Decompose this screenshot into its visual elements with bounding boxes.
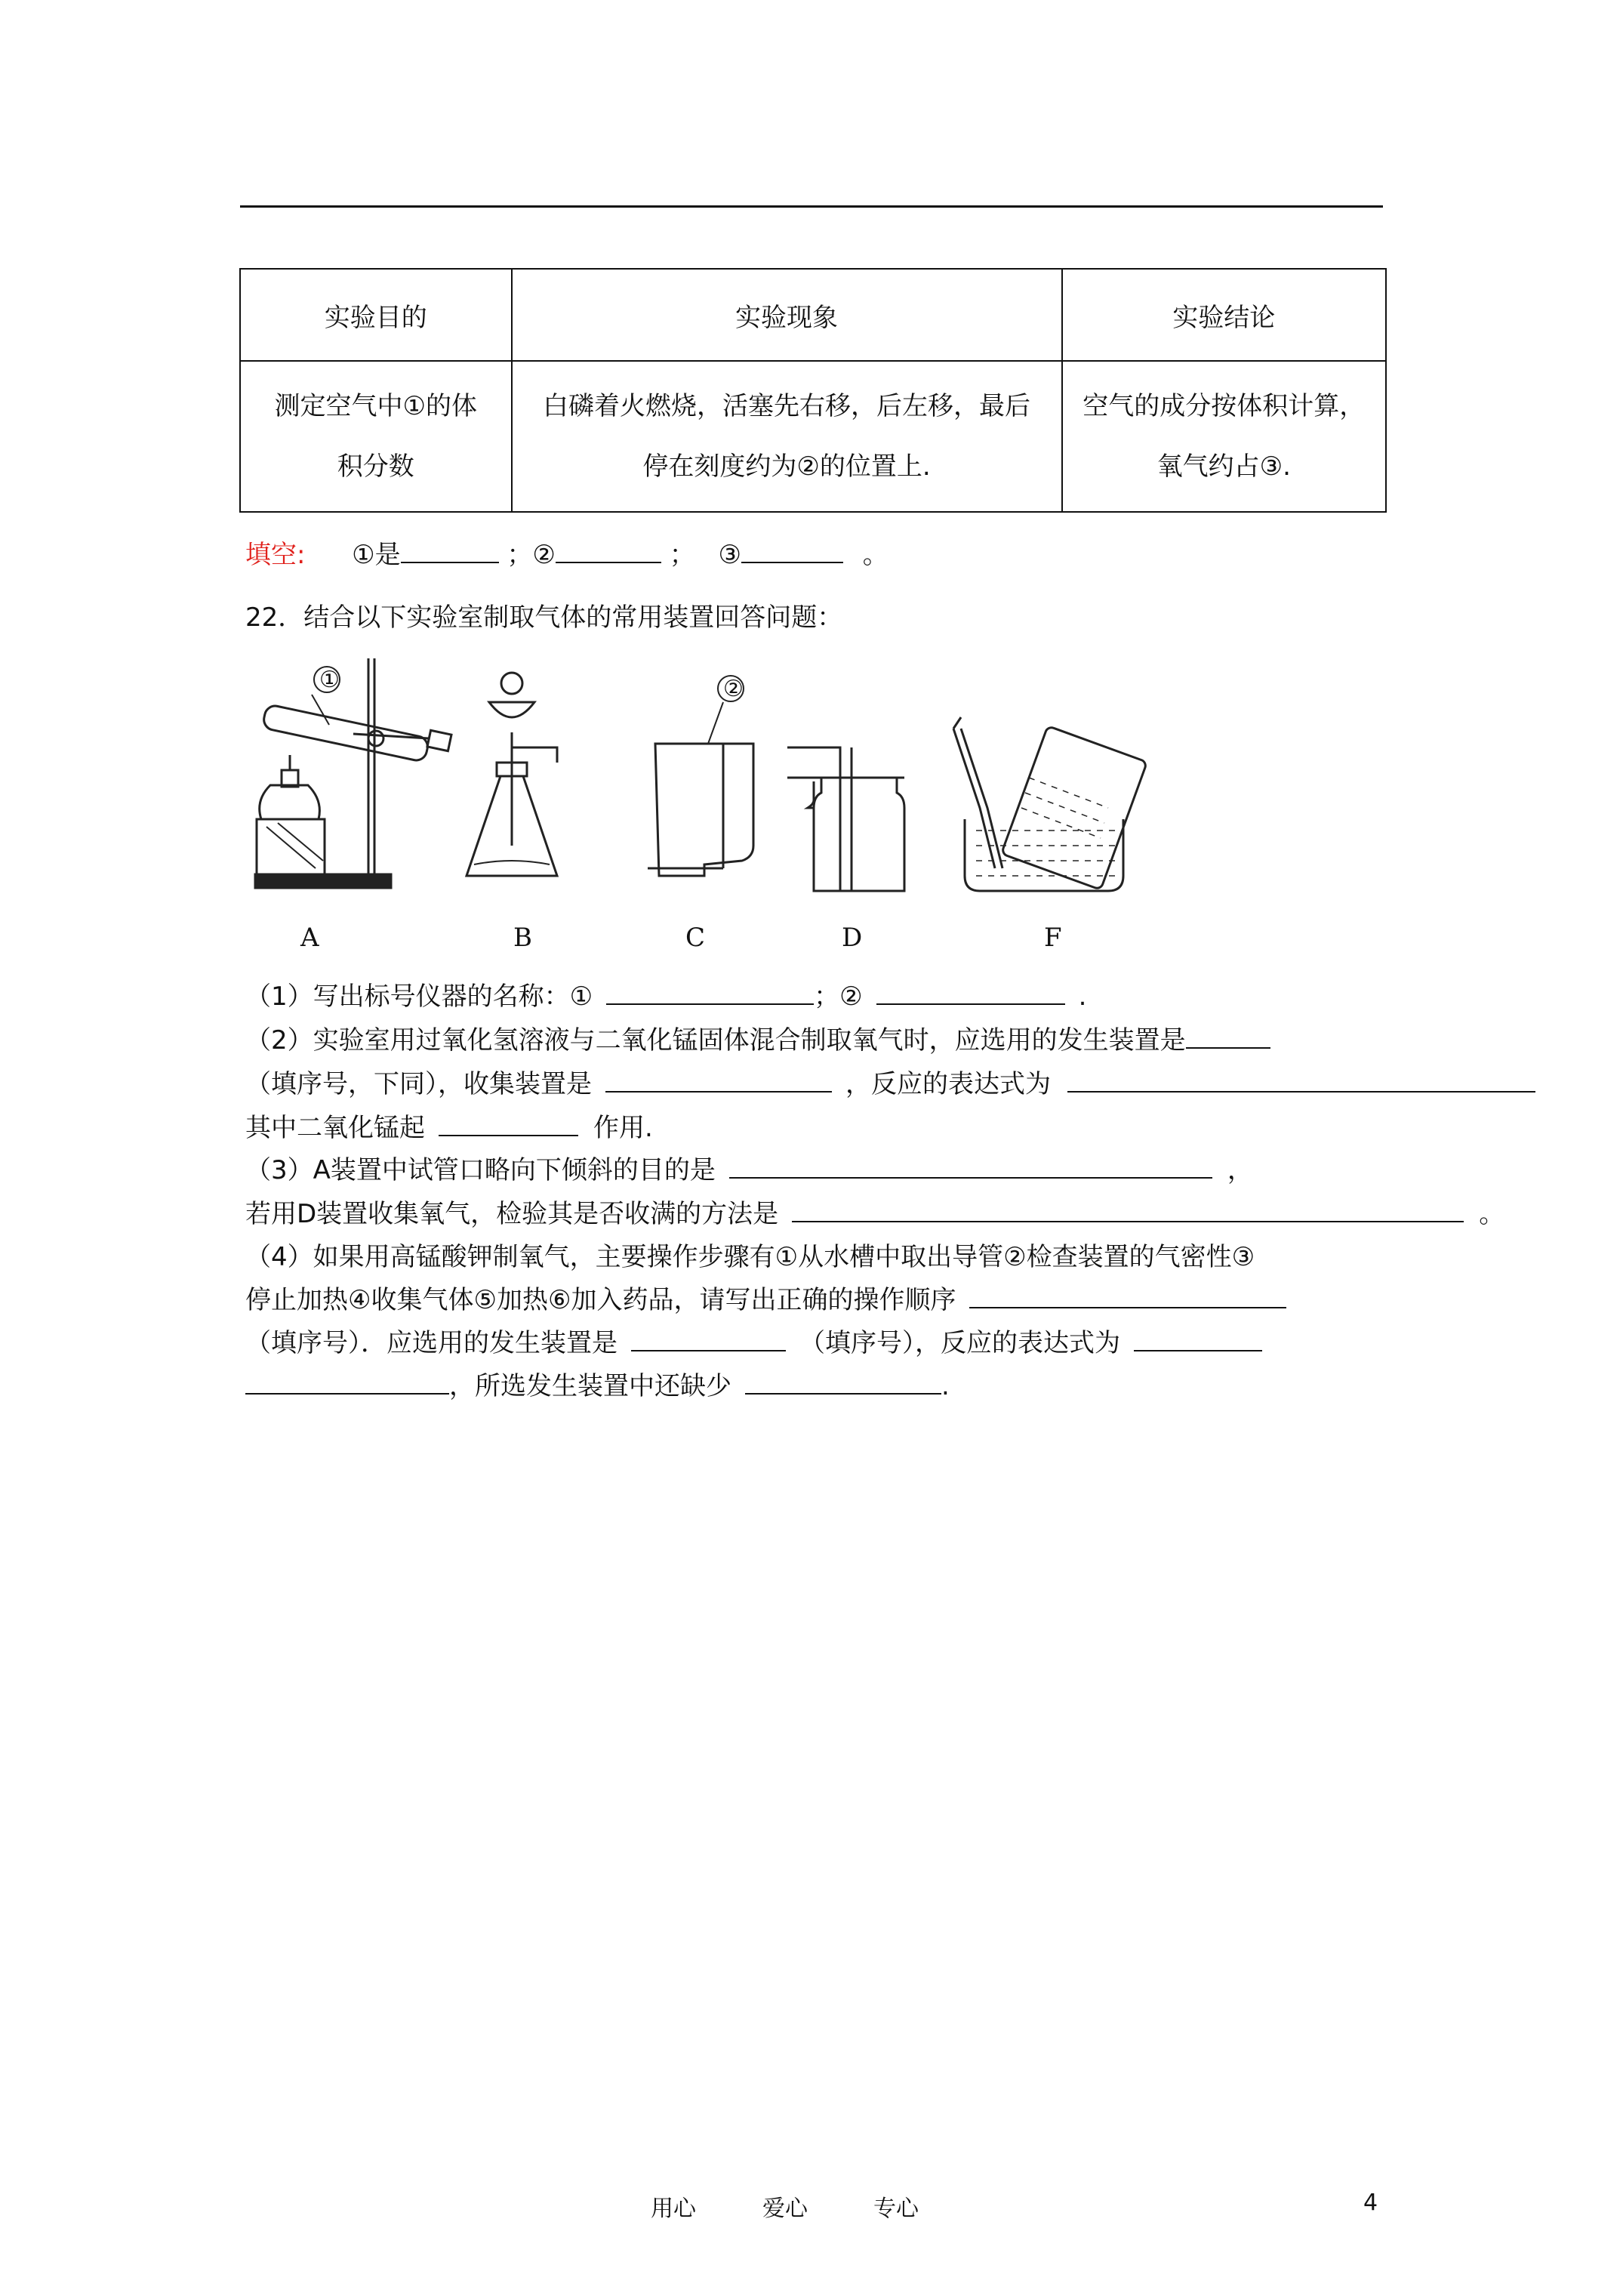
question-22-part-4-line-1: （4）如果用高锰酸钾制氧气，主要操作步骤有①从水槽中取出导管②检查装置的气密性③ bbox=[245, 1242, 1255, 1272]
apparatus-d-drawing bbox=[787, 747, 904, 891]
question-22-part-2-line-2: （填序号，下同），收集装置是 ，反应的表达式为 bbox=[245, 1063, 1535, 1100]
mark-1-label: ① bbox=[319, 667, 340, 693]
table-header-cell: 实验现象 bbox=[512, 269, 1062, 361]
answer-blank[interactable] bbox=[1186, 1025, 1270, 1049]
header-rule bbox=[240, 205, 1383, 208]
question-22-part-3-line-2: 若用D装置收集氧气，检验其是否收满的方法是 。 bbox=[245, 1199, 1505, 1229]
answer-blank[interactable] bbox=[556, 539, 661, 563]
mark-2-label: ② bbox=[723, 676, 744, 702]
table-header-cell: 实验结论 bbox=[1062, 269, 1386, 361]
question-22-part-4-line-3: （填序号）．应选用的发生装置是 （填序号），反应的表达式为 bbox=[245, 1322, 1262, 1359]
question-22-part-4-line-2: 停止加热④收集气体⑤加热⑥加入药品，请写出正确的操作顺序 bbox=[245, 1279, 1286, 1316]
apparatus-a-drawing bbox=[255, 658, 451, 888]
apparatus-d-label: D bbox=[842, 923, 863, 953]
answer-blank[interactable] bbox=[401, 539, 499, 563]
answer-blank[interactable] bbox=[729, 1154, 1212, 1179]
answer-blank[interactable] bbox=[741, 539, 843, 563]
table-header-row bbox=[240, 269, 1386, 361]
experiment-table bbox=[239, 268, 1387, 513]
answer-blank[interactable] bbox=[605, 1068, 832, 1093]
answer-blank[interactable] bbox=[439, 1112, 578, 1136]
answer-blank[interactable] bbox=[606, 981, 814, 1005]
apparatus-f-label: F bbox=[1044, 923, 1062, 953]
table-header-cell: 实验目的 bbox=[240, 269, 512, 361]
apparatus-f-drawing bbox=[953, 717, 1147, 891]
answer-blank[interactable] bbox=[1067, 1068, 1535, 1093]
table-row bbox=[240, 361, 1386, 512]
answer-blank[interactable] bbox=[745, 1370, 941, 1395]
answer-blank[interactable] bbox=[1134, 1327, 1262, 1351]
apparatus-c-label: C bbox=[685, 923, 706, 953]
question-22-part-2-line-1: （2）实验室用过氧化氢溶液与二氧化锰固体混合制取氧气时，应选用的发生装置是 bbox=[245, 1019, 1270, 1056]
answer-blank[interactable] bbox=[245, 1370, 449, 1395]
answer-blank[interactable] bbox=[969, 1284, 1286, 1308]
question-22-part-1: （1）写出标号仪器的名称：① ；② . bbox=[245, 982, 1087, 1012]
apparatus-a-label: A bbox=[300, 923, 319, 953]
table-cell-conclusion: 空气的成分按体积计算， 氧气约占③. bbox=[1062, 361, 1386, 512]
answer-blank[interactable] bbox=[631, 1327, 786, 1351]
question-22-part-4-line-4: ，所选发生装置中还缺少 . bbox=[245, 1365, 950, 1402]
question-22-part-2-line-3: 其中二氧化锰起 作用. bbox=[245, 1113, 653, 1143]
apparatus-figure bbox=[240, 649, 1176, 966]
footer-item: 用心 bbox=[651, 2196, 696, 2222]
answer-blank[interactable] bbox=[876, 981, 1065, 1005]
answer-blank[interactable] bbox=[792, 1198, 1464, 1222]
apparatus-c-drawing bbox=[648, 676, 753, 876]
footer-item: 爱心 bbox=[762, 2196, 808, 2222]
table-cell-phenomenon: 白磷着火燃烧，活塞先右移，后左移，最后 停在刻度约为②的位置上. bbox=[512, 361, 1062, 512]
table-cell-purpose: 测定空气中①的体 积分数 bbox=[240, 361, 512, 512]
footer-item: 专心 bbox=[873, 2196, 919, 2222]
page-number: 4 bbox=[1363, 2190, 1378, 2216]
fill-label: 填空: bbox=[245, 540, 306, 570]
fill-line: 填空: ①是 ；② ； ③ 。 bbox=[245, 540, 888, 570]
question-22-part-3-line-1: （3）A装置中试管口略向下倾斜的目的是 ， bbox=[245, 1155, 1253, 1185]
apparatus-b-label: B bbox=[513, 923, 532, 953]
question-22-title: 22．结合以下实验室制取气体的常用装置回答问题： bbox=[245, 603, 843, 633]
apparatus-b-drawing bbox=[467, 673, 557, 876]
